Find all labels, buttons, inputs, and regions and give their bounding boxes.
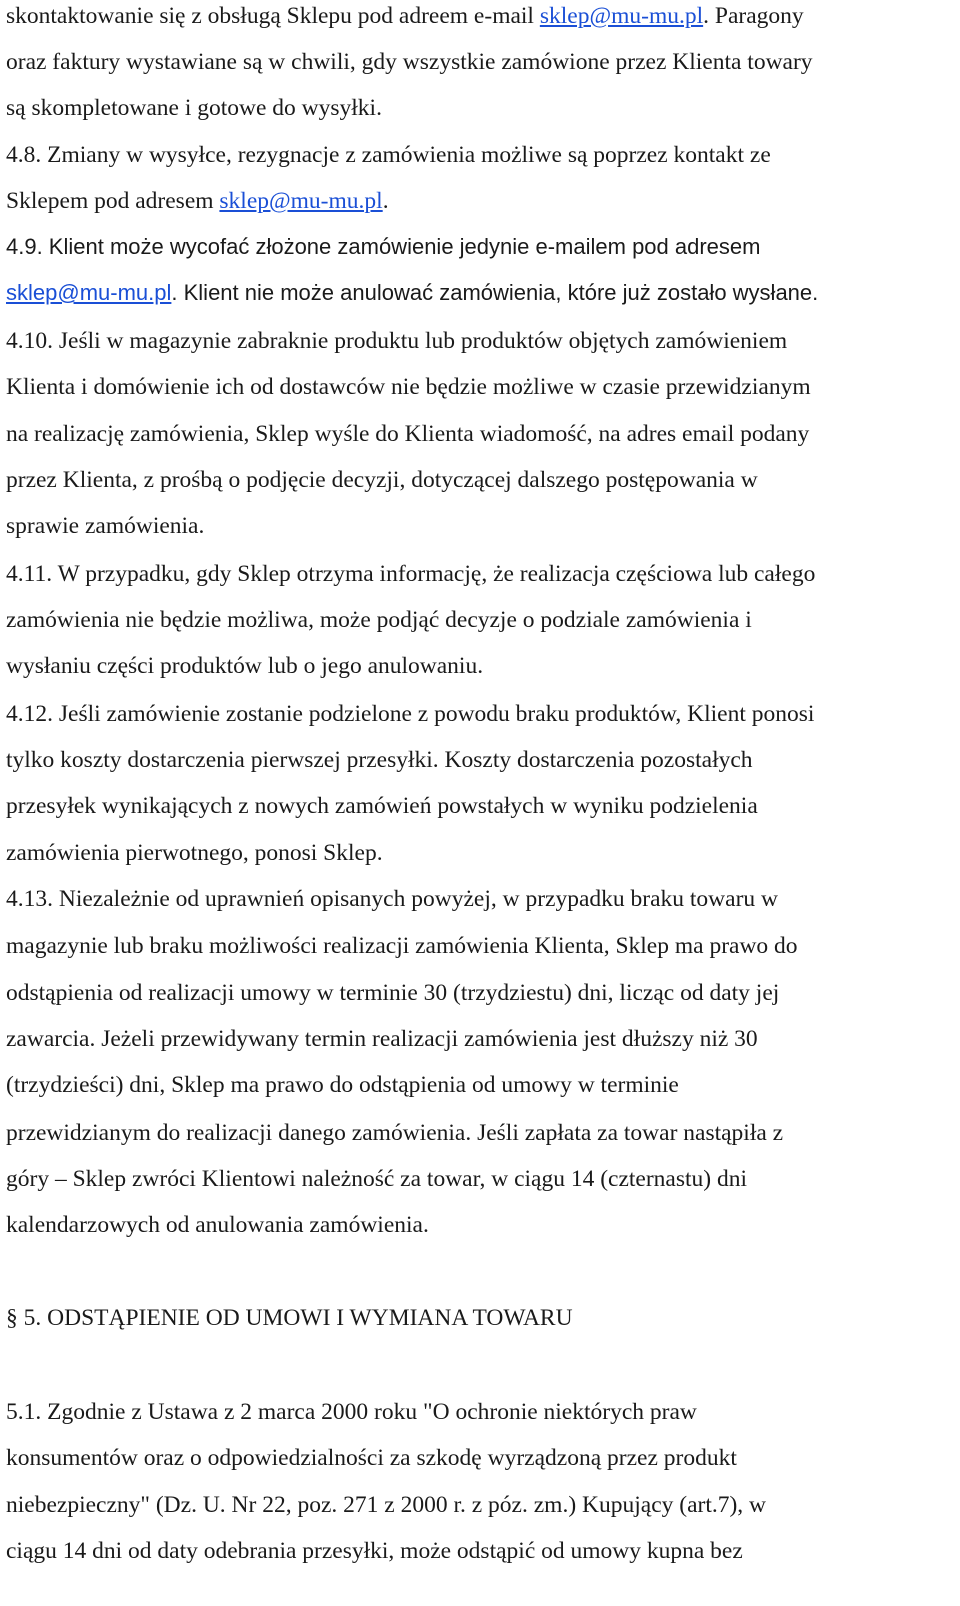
p413-line-6: przewidzianym do realizacji danego zamówienia. Jeśli zapłata za towar nastąpiła z: [6, 1120, 784, 1146]
p411-line-2: zamówienia nie będzie możliwa, może podjąć decyzje o podziale zamówienia i: [6, 607, 752, 633]
p48-line-2-text: Sklepem pod adresem: [6, 188, 220, 214]
p51-line-3: niebezpieczny" (Dz. U. Nr 22, poz. 271 z 2000 r. z póz. zm.) Kupujący (art.7), w: [6, 1492, 767, 1518]
p413-line-5: (trzydzieści) dni, Sklep ma prawo do odstąpienia od umowy w terminie: [6, 1072, 679, 1098]
p411-line-1: 4.11. W przypadku, gdy Sklep otrzyma informację, że realizacja częściowa lub całego: [6, 561, 816, 587]
p410-line-5: sprawie zamówienia.: [6, 513, 205, 539]
p49-line-2-text: . Klient nie może anulować zamówienia, które już zostało wysłane.: [171, 280, 819, 305]
p411-line-3: wysłaniu części produktów lub o jego anulowaniu.: [6, 653, 484, 679]
p48-line-2: [6, 186, 389, 216]
p47-line-1: [6, 1, 804, 31]
p412-line-2: tylko koszty dostarczenia pierwszej przesyłki. Koszty dostarczenia pozostałych: [6, 747, 753, 773]
p413-line-8: kalendarzowych od anulowania zamówienia.: [6, 1212, 429, 1238]
p412-line-3: przesyłek wynikających z nowych zamówień powstałych w wyniku podzielenia: [6, 793, 758, 819]
email-link[interactable]: sklep@mu-mu.pl: [219, 188, 383, 214]
p47-line-1-text: skontaktowanie się z obsługą Sklepu pod adreem e-mail: [6, 3, 540, 29]
p49-line-2: [6, 278, 818, 308]
p51-line-4: ciągu 14 dni od daty odebrania przesyłki, może odstąpić od umowy kupna bez: [6, 1538, 743, 1564]
p48-line-1: 4.8. Zmiany w wysyłce, rezygnacje z zamówienia możliwe są poprzez kontakt ze: [6, 142, 771, 168]
p413-line-1: 4.13. Niezależnie od uprawnień opisanych powyżej, w przypadku braku towaru w: [6, 886, 778, 912]
p47-line-1-end: . Paragony: [703, 3, 804, 29]
p48-line-2-end: .: [382, 188, 389, 214]
p413-line-4: zawarcia. Jeżeli przewidywany termin realizacji zamówienia jest dłuższy niż 30: [6, 1026, 758, 1052]
p413-line-3: odstąpienia od realizacji umowy w terminie 30 (trzydziestu) dni, licząc od daty jej: [6, 980, 780, 1006]
p410-line-3: na realizację zamówienia, Sklep wyśle do Klienta wiadomość, na adres email podany: [6, 421, 810, 447]
email-link[interactable]: sklep@mu-mu.pl: [539, 3, 704, 29]
p410-line-4: przez Klienta, z prośbą o podjęcie decyzji, dotyczącej dalszego postępowania w: [6, 467, 758, 493]
p410-line-2: Klienta i domówienie ich od dostawców nie będzie możliwe w czasie przewidzianym: [6, 374, 811, 400]
p412-line-4: zamówienia pierwotnego, ponosi Sklep.: [6, 840, 383, 866]
p413-line-7: góry – Sklep zwróci Klientowi należność za towar, w ciągu 14 (czternastu) dni: [6, 1166, 748, 1192]
section-5-heading: § 5. ODSTĄPIENIE OD UMOWI I WYMIANA TOWARU: [6, 1305, 573, 1331]
p410-line-1: 4.10. Jeśli w magazynie zabraknie produktu lub produktów objętych zamówieniem: [6, 328, 788, 354]
p47-line-3: są skompletowane i gotowe do wysyłki.: [6, 95, 382, 121]
p412-line-1: 4.12. Jeśli zamówienie zostanie podzielone z powodu braku produktów, Klient ponosi: [6, 701, 815, 727]
p51-line-2: konsumentów oraz o odpowiedzialności za szkodę wyrządzoną przez produkt: [6, 1445, 737, 1471]
p413-line-2: magazynie lub braku możliwości realizacji zamówienia Klienta, Sklep ma prawo do: [6, 933, 798, 959]
email-link[interactable]: sklep@mu-mu.pl: [6, 280, 172, 305]
p49-line-1: 4.9. Klient może wycofać złożone zamówienie jedynie e-mailem pod adresem: [6, 234, 761, 259]
p51-line-1: 5.1. Zgodnie z Ustawa z 2 marca 2000 roku "O ochronie niektórych praw: [6, 1399, 697, 1425]
p47-line-2: oraz faktury wystawiane są w chwili, gdy wszystkie zamówione przez Klienta towary: [6, 49, 813, 75]
